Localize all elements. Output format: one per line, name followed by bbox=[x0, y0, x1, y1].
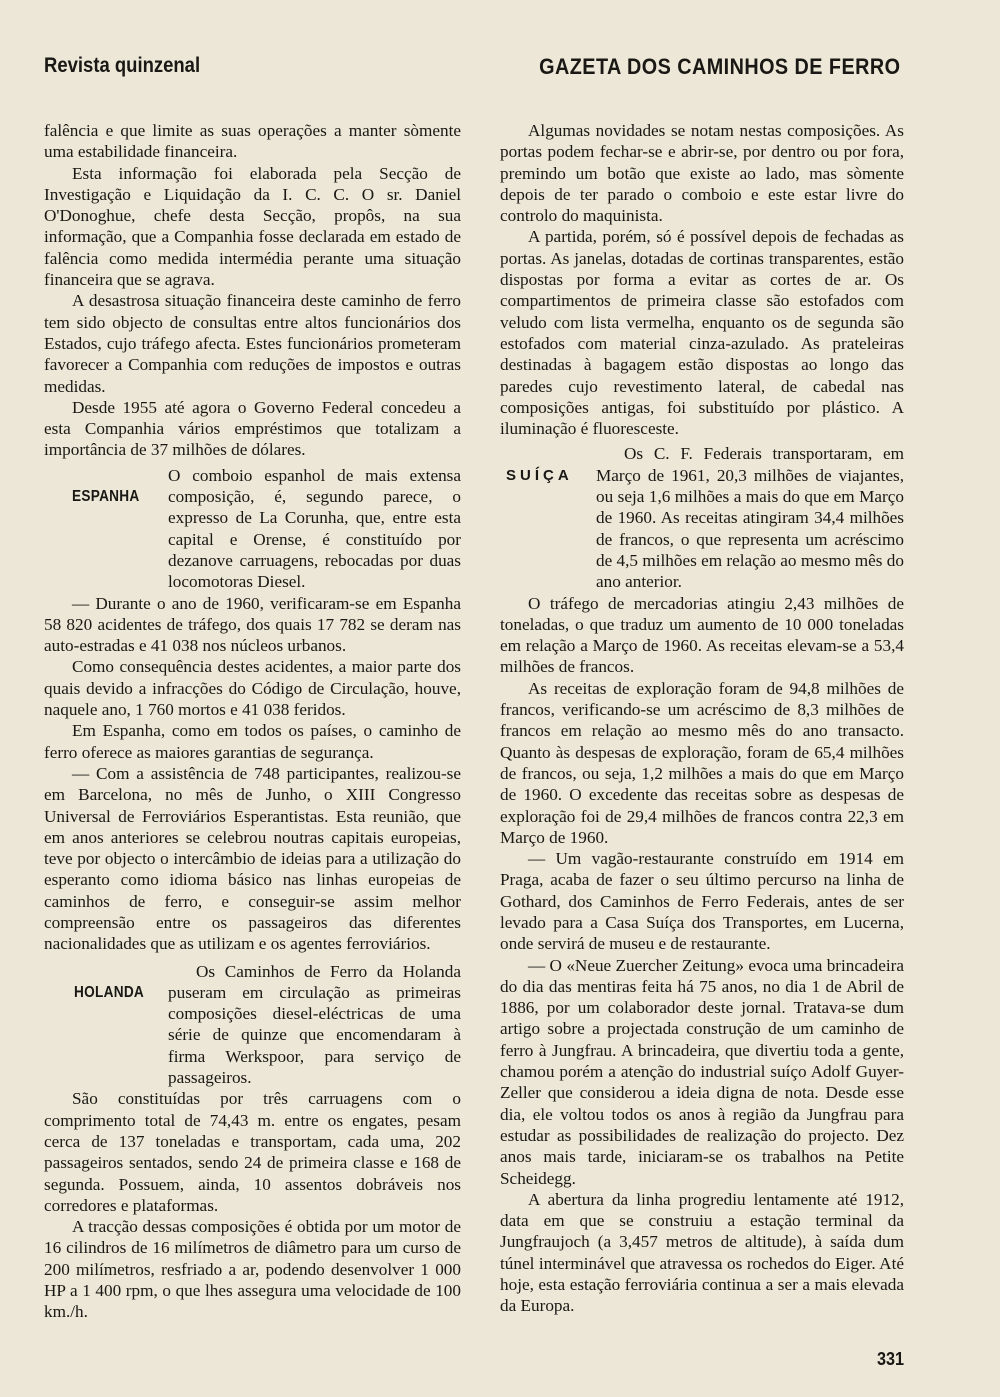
running-header bbox=[44, 54, 900, 84]
header-left-title: Revista quinzenal bbox=[44, 54, 201, 77]
paragraph: Os Caminhos de Ferro da Holanda puseram em circulação as primeiras composições diesel-eléctricas de uma série de quinze que encomendaram à firma Werkspoor, para serviço de passageiros. bbox=[168, 961, 461, 1088]
paragraph: A partida, porém, só é possível depois de fechadas as portas. As janelas, dotadas de cortinas transparentes, estão dispostas por forma a evitar as cortes de ar. Os compartimentos de primeira classe são estofados com veludo com lista vermelha, enquanto os de segunda são estofados com material cinza-azulado. As prateleiras destinadas à bagagem estão dispostas ao longo das paredes cujo revestimento lateral, de cabedal nas composições antigas, foi substituído por plástico. A iluminação é fluoresceste. bbox=[500, 227, 904, 439]
right-column bbox=[500, 120, 904, 1317]
paragraph: — O «Neue Zuercher Zeitung» evoca uma brincadeira do dia das mentiras feita há 75 anos, no dia 1 de Abril de 1886, por um colaborador deste jornal. Tratava-se dum artigo sobre a projectada construção de um caminho de ferro à Jungfrau. A brincadeira, que divertiu toda a gente, chamou porém a atenção do industrial suíço Adolf Guyer-Zeller que considerou a ideia digna de nota. Desde esse dia, ele voltou todos os anos à região da Jungfrau para estudar as possibilidades de realização do projecto. Dez anos mais tarde, iniciaram-se os trabalhos na Petite Scheidegg. bbox=[500, 955, 904, 1188]
paragraph: Como consequência destes acidentes, a maior parte dos quais devido a infracções do Código de Circulação, houve, naquele ano, 1 760 mortos e 41 038 feridos. bbox=[44, 657, 461, 720]
paragraph: A abertura da linha progrediu lentamente até 1912, data em que se construiu a estação terminal da Jungfraujoch (a 3,457 metros de altitude), à saída dum túnel interminável que atravessa os rochedos do Eiger. Até hoje, esta estação ferroviária continua a ser a mais elevada da Europa. bbox=[500, 1189, 904, 1316]
section-espanha bbox=[44, 465, 461, 593]
section-suica bbox=[500, 443, 904, 592]
paragraph: O comboio espanhol de mais extensa composição, é, segundo parece, o expresso de La Corunha, que, entre esta capital e Orense, é constituído por dezanove carruagens, rebocadas por duas locomotoras Diesel. bbox=[168, 465, 461, 592]
paragraph: São constituídas por três carruagens com o comprimento total de 74,43 m. entre os engates, pesam cerca de 137 toneladas e transportam, cada uma, 202 passageiros sentados, sendo 24 de primeira classe e 168 de segunda. Possuem, ainda, 10 assentos dobráveis nos corredores e plataformas. bbox=[44, 1089, 461, 1215]
paragraph: O tráfego de mercadorias atingiu 2,43 milhões de toneladas, o que traduz um aumento de 10 000 toneladas em relação a Março de 1960. As receitas elevam-se a 53,4 milhões de francos. bbox=[500, 593, 904, 677]
paragraph: falência e que limite as suas operações a manter sòmente uma estabilidade financeira. bbox=[44, 121, 461, 162]
section-label-holanda: HOLANDA bbox=[74, 983, 145, 1001]
header-right-title: GAZETA DOS CAMINHOS DE FERRO bbox=[538, 54, 900, 79]
section-label-suica: SUÍÇA bbox=[506, 467, 573, 485]
section-holanda bbox=[44, 961, 461, 1089]
page-number: 331 bbox=[876, 1349, 904, 1369]
paragraph: — Durante o ano de 1960, verificaram-se em Espanha 58 820 acidentes de tráfego, dos quais 17 782 se deram nas auto-estradas e 41 038 nos núcleos urbanos. bbox=[44, 593, 461, 656]
paragraph: As receitas de exploração foram de 94,8 milhões de francos, verificando-se um acréscimo de 8,3 milhões de francos em relação ao mesmo mês do ano transacto. Quanto às despesas de exploração, foram de 65,4 milhões de francos, ou seja, 1,2 milhões a mais do que em Março de 1960. O excedente das receitas sobre as despesas de exploração foi de 29,4 milhões de francos contra 22,3 em Março de 1960. bbox=[500, 678, 904, 847]
paragraph: Em Espanha, como em todos os países, o caminho de ferro oferece as maiores garantias de segurança. bbox=[44, 721, 461, 762]
paragraph: Desde 1955 até agora o Governo Federal concedeu a esta Companhia vários empréstimos que totalizam a importância de 37 milhões de dólares. bbox=[44, 397, 461, 460]
section-label-espanha: ESPANHA bbox=[72, 487, 140, 505]
paragraph: A desastrosa situação financeira deste caminho de ferro tem sido objecto de consultas entre altos funcionários dos Estados, cujo tráfego afecta. Estes funcionários prometeram favorecer a Companhia com reduções de impostos e outras medidas. bbox=[44, 291, 461, 396]
left-column bbox=[44, 120, 461, 1323]
paragraph: A tracção dessas composições é obtida por um motor de 16 cilindros de 16 milímetros de diâmetro para um curso de 200 milímetros, resfriado a ar, podendo desenvolver 1 000 HP a 1 400 rpm, o que lhes assegura uma velocidade de 100 km./h. bbox=[44, 1217, 461, 1322]
paragraph: Esta informação foi elaborada pela Secção de Investigação e Liquidação da I. C. C. O sr. Daniel O'Donoghue, chefe desta Secção, propôs, na sua informação, que a Companhia fosse declarada em estado de falência como medida intermédia perante uma situação financeira que se agrava. bbox=[44, 163, 461, 290]
paragraph: Algumas novidades se notam nestas composições. As portas podem fechar-se e abrir-se, por dentro ou por fora, premindo um botão que existe ao lado, mas sòmente depois de ter parado o comboio e este estar livre do controlo do maquinista. bbox=[500, 121, 904, 226]
paragraph: Os C. F. Federais transportaram, em Março de 1961, 20,3 milhões de viajantes, ou seja 1,6 milhões a mais do que em Março de 1960. As receitas atingiram 34,4 milhões de francos, o que representa um acréscimo de 4,5 milhões em relação ao mesmo mês do ano anterior. bbox=[596, 444, 904, 592]
paragraph: — Com a assistência de 748 participantes, realizou-se em Barcelona, no mês de Junho, o XIII Congresso Universal de Ferroviários Esperantistas. Esta reunião, que em anos anteriores se celebrou noutras capitais europeias, teve por objecto o intercâmbio de ideias para a utilização do esperanto como idioma básico nas linhas europeias de caminhos de ferro, e conseguir-se assim melhor compreensão entre os passageiros das diferentes nacionalidades que as utilizam e os agentes ferroviários. bbox=[44, 763, 461, 954]
paragraph: — Um vagão-restaurante construído em 1914 em Praga, acaba de fazer o seu último percurso na linha de Gothard, dos Caminhos de Ferro Federais, antes de ser levado para a Casa Suíça dos Transportes, em Lucerna, onde servirá de museu e de restaurante. bbox=[500, 849, 904, 954]
